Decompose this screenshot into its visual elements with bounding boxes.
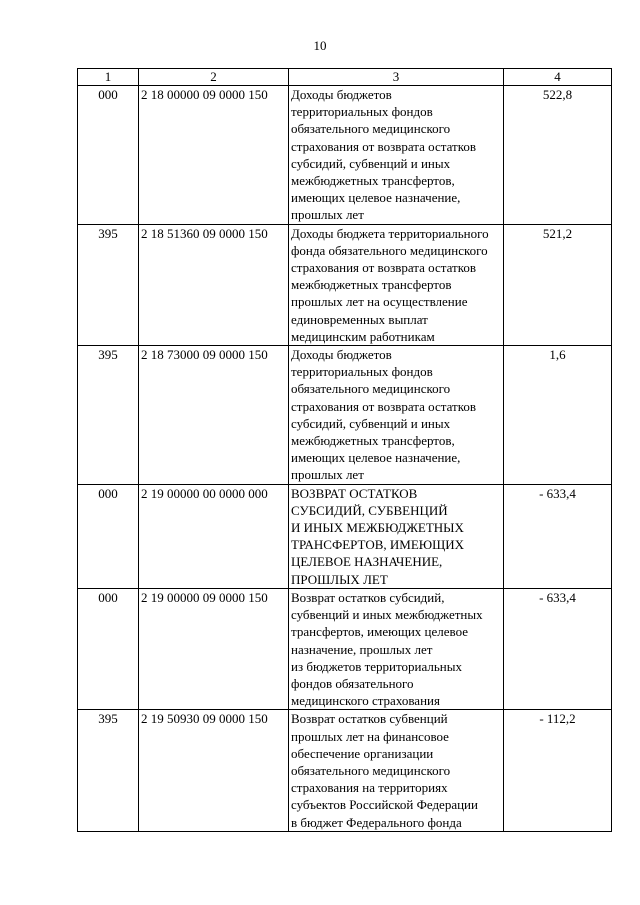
revenue-name-line: Доходы бюджетов bbox=[291, 87, 392, 102]
revenue-name-line: Возврат остатков субсидий, bbox=[291, 589, 445, 605]
revenue-name-line: межбюджетных трансфертов bbox=[291, 277, 452, 293]
amount-cell: - 633,4 bbox=[504, 484, 612, 588]
revenue-name-line: ВОЗВРАТ ОСТАТКОВ bbox=[291, 485, 418, 501]
revenue-name-cell bbox=[289, 710, 504, 831]
budget-classification-code-cell: 2 18 00000 09 0000 150 bbox=[139, 86, 289, 225]
revenue-name-line: СУБСИДИЙ, СУБВЕНЦИЙ bbox=[291, 502, 448, 518]
column-header-2: 2 bbox=[139, 69, 289, 86]
revenue-name-line: территориальных фондов bbox=[291, 104, 433, 120]
revenue-name-line: ТРАНСФЕРТОВ, ИМЕЮЩИХ bbox=[291, 537, 465, 553]
revenue-name-line: в бюджет Федерального фонда bbox=[291, 814, 462, 830]
amount-cell: - 112,2 bbox=[504, 710, 612, 831]
revenue-name-line: страхования от возврата остатков bbox=[291, 138, 476, 154]
admin-code-cell: 000 bbox=[78, 86, 139, 225]
table-row bbox=[78, 484, 612, 588]
admin-code-cell: 000 bbox=[78, 588, 139, 709]
revenue-name-line: прошлых лет на осуществление bbox=[291, 294, 468, 310]
table-row bbox=[78, 86, 612, 225]
revenue-name-cell bbox=[289, 86, 504, 225]
amount-cell: 521,2 bbox=[504, 224, 612, 345]
revenue-name-line: И ИНЫХ МЕЖБЮДЖЕТНЫХ bbox=[291, 520, 464, 536]
revenue-name-line: обязательного медицинского bbox=[291, 381, 451, 397]
table-body bbox=[78, 86, 612, 832]
column-header-1: 1 bbox=[78, 69, 139, 86]
revenue-name-line: Возврат остатков субвенций bbox=[291, 711, 448, 727]
revenue-name-cell bbox=[289, 224, 504, 345]
revenue-name-line: страхования от возврата остатков bbox=[291, 260, 476, 276]
revenue-name-line: страхования от возврата остатков bbox=[291, 398, 476, 414]
revenue-name-line: обязательного медицинского bbox=[291, 762, 451, 778]
amount-cell: 1,6 bbox=[504, 346, 612, 485]
revenue-name-line: субсидий, субвенций и иных bbox=[291, 155, 451, 171]
amount-cell: - 633,4 bbox=[504, 588, 612, 709]
budget-classification-code-cell: 2 18 73000 09 0000 150 bbox=[139, 346, 289, 485]
column-header-3: 3 bbox=[289, 69, 504, 86]
revenue-name-cell bbox=[289, 346, 504, 485]
revenue-name-line: территориальных фондов bbox=[291, 364, 433, 380]
page-number: 10 bbox=[313, 38, 327, 53]
table-row bbox=[78, 346, 612, 485]
admin-code-cell: 000 bbox=[78, 484, 139, 588]
revenue-name-cell bbox=[289, 484, 504, 588]
table-row bbox=[78, 710, 612, 831]
revenue-name-line: единовременных выплат bbox=[291, 311, 428, 327]
revenue-name-line: прошлых лет bbox=[291, 467, 364, 483]
revenue-name-line: Доходы бюджета территориального bbox=[291, 225, 489, 241]
revenue-name-line: прошлых лет bbox=[291, 207, 364, 223]
revenue-name-line: субсидий, субвенций и иных bbox=[291, 415, 451, 431]
revenue-name-line: имеющих целевое назначение, bbox=[291, 190, 461, 206]
revenue-name-line: субъектов Российской Федерации bbox=[291, 797, 478, 813]
revenue-name-line: трансфертов, имеющих целевое bbox=[291, 624, 469, 640]
revenue-name-line: прошлых лет на финансовое bbox=[291, 728, 449, 744]
revenue-name-line: назначение, прошлых лет bbox=[291, 641, 433, 657]
revenue-name-line: обязательного медицинского bbox=[291, 121, 451, 137]
column-header-4: 4 bbox=[504, 69, 612, 86]
admin-code-cell: 395 bbox=[78, 346, 139, 485]
admin-code-cell: 395 bbox=[78, 224, 139, 345]
revenue-name-cell bbox=[289, 588, 504, 709]
budget-classification-code-cell: 2 19 50930 09 0000 150 bbox=[139, 710, 289, 831]
table-row bbox=[78, 224, 612, 345]
revenue-name-line: из бюджетов территориальных bbox=[291, 658, 462, 674]
revenue-name-line: медицинского страхования bbox=[291, 693, 440, 709]
revenue-name-line: фондов обязательного bbox=[291, 675, 414, 691]
revenue-name-line: обеспечение организации bbox=[291, 745, 434, 761]
revenue-name-line: фонда обязательного медицинского bbox=[291, 242, 488, 258]
table-header-row bbox=[78, 69, 612, 86]
budget-classification-code-cell: 2 19 00000 09 0000 150 bbox=[139, 588, 289, 709]
revenue-name-line: медицинским работникам bbox=[291, 328, 435, 344]
admin-code-cell: 395 bbox=[78, 710, 139, 831]
revenue-name-line: ЦЕЛЕВОЕ НАЗНАЧЕНИЕ, bbox=[291, 554, 443, 570]
revenue-name-line: Доходы бюджетов bbox=[291, 347, 392, 363]
budget-classification-code-cell: 2 18 51360 09 0000 150 bbox=[139, 224, 289, 345]
budget-revenue-table bbox=[77, 68, 612, 832]
revenue-name-line: ПРОШЛЫХ ЛЕТ bbox=[291, 571, 388, 587]
revenue-name-line: межбюджетных трансфертов, bbox=[291, 433, 455, 449]
revenue-name-line: имеющих целевое назначение, bbox=[291, 450, 461, 466]
table-row bbox=[78, 588, 612, 709]
revenue-name-line: субвенций и иных межбюджетных bbox=[291, 607, 483, 623]
budget-classification-code-cell: 2 19 00000 00 0000 000 bbox=[139, 484, 289, 588]
amount-cell: 522,8 bbox=[504, 86, 612, 225]
revenue-name-line: страхования на территориях bbox=[291, 780, 448, 796]
revenue-name-line: межбюджетных трансфертов, bbox=[291, 173, 455, 189]
